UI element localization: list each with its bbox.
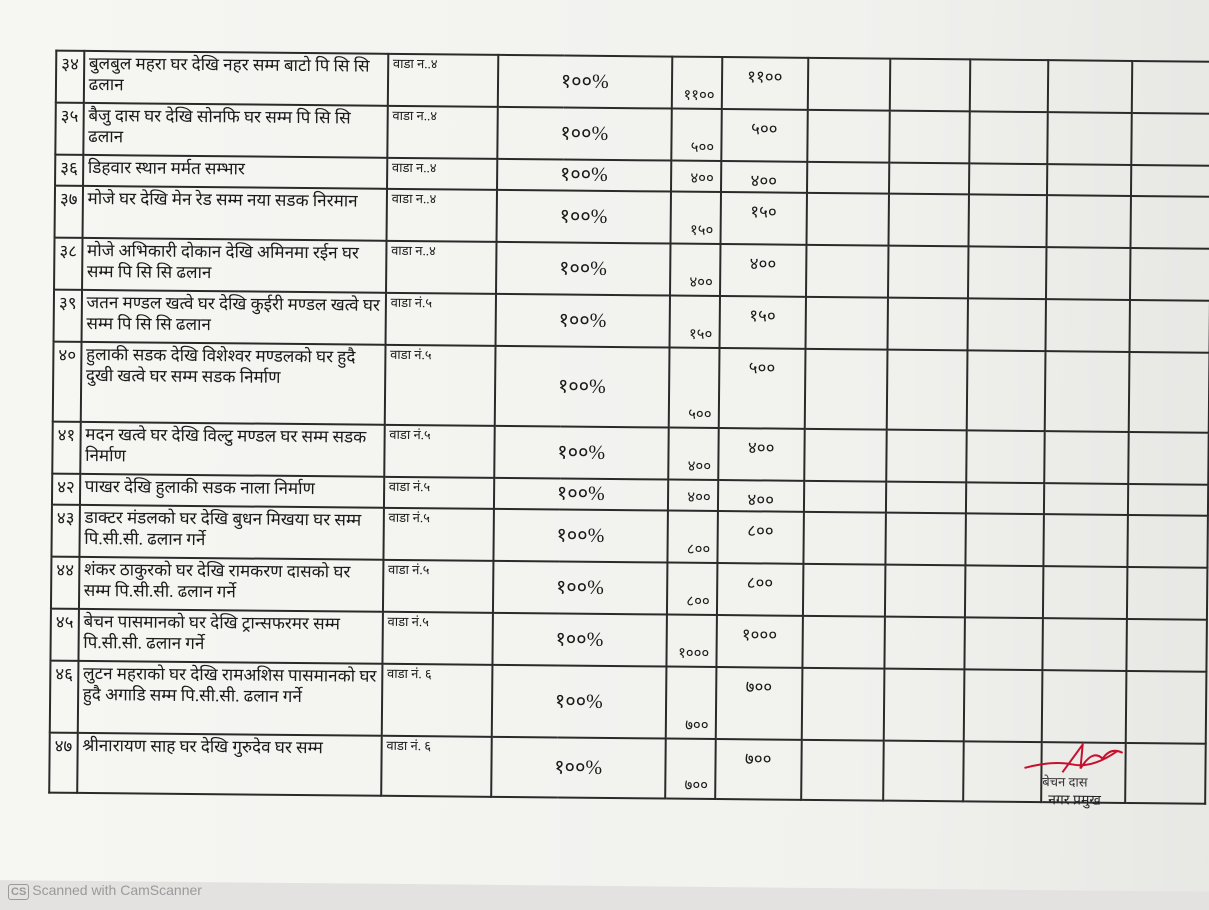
completion-percent: १००% <box>491 665 666 739</box>
serial-number: ३८ <box>54 238 82 290</box>
serial-number: ३९ <box>54 290 82 342</box>
allocated-amount: १५० <box>670 192 720 244</box>
project-description: शंकर ठाकुरको घर देखि रामकरण दासको घर सम्म पि.सी.सी. ढलान गर्ने <box>79 557 383 612</box>
blank-cell <box>969 163 1047 195</box>
ward-number: वाडा न..४ <box>386 241 496 294</box>
blank-cell <box>807 110 889 163</box>
blank-cell <box>1126 619 1206 672</box>
serial-number: ३५ <box>55 103 83 155</box>
blank-cell <box>805 297 887 350</box>
blank-cell <box>969 59 1047 112</box>
blank-cell <box>1044 351 1129 432</box>
signature-block <box>1022 738 1143 809</box>
blank-cell <box>884 617 964 670</box>
completion-percent: १००% <box>497 107 671 161</box>
scanner-watermark <box>8 882 202 900</box>
blank-cell <box>963 669 1042 742</box>
total-amount: ७०० <box>715 667 802 740</box>
blank-cell <box>883 669 964 742</box>
project-description: मोजे अभिकारी दोकान देखि अमिनमा रईन घर सम्म पि सि सि ढलान <box>82 238 386 293</box>
allocated-amount: ४०० <box>671 161 721 192</box>
serial-number: ३६ <box>55 155 83 186</box>
project-description: पाखर देखि हुलाकी सडक नाला निर्माण <box>80 474 384 508</box>
blank-cell <box>1044 483 1128 515</box>
completion-percent: १००% <box>493 561 667 615</box>
table-row <box>50 661 1206 744</box>
project-description: हुलाकी सडक देखि विशेश्वर मण्डलको घर हुदै दुखी खत्वे घर सम्म सडक निर्माण <box>80 342 385 425</box>
blank-cell <box>889 111 969 164</box>
blank-cell <box>806 193 888 246</box>
completion-percent: १००% <box>492 613 666 667</box>
blank-cell <box>801 740 884 801</box>
blank-cell <box>889 163 969 195</box>
total-amount: ८०० <box>717 563 803 616</box>
blank-cell <box>885 565 965 618</box>
blank-cell <box>1127 567 1207 620</box>
completion-percent: १००% <box>495 294 669 348</box>
serial-number: ४६ <box>50 661 78 733</box>
completion-percent: १००% <box>494 346 669 428</box>
blank-cell <box>804 429 886 482</box>
ward-number: वाडा न..४ <box>387 54 497 107</box>
project-description: बैजु दास घर देखि सोनफि घर सम्म पि सि सि ढलान <box>83 103 387 158</box>
blank-cell <box>1131 113 1209 166</box>
blank-cell <box>1128 432 1208 485</box>
ward-number: वाडा नं.५ <box>384 477 494 509</box>
allocated-amount: १५० <box>669 296 719 348</box>
total-amount: ४०० <box>718 480 804 512</box>
project-description: लुटन महराको घर देखि रामअशिस पासमानको घर हुदै अगाडि सम्म पि.सी.सी. ढलान गर्ने <box>77 661 382 736</box>
watermark-text: Scanned with CamScanner <box>32 882 202 898</box>
signatory-name: बेचन दास <box>1042 774 1088 790</box>
blank-cell <box>1046 195 1130 248</box>
total-amount: ११०० <box>721 57 807 110</box>
blank-cell <box>804 349 887 430</box>
serial-number: ४२ <box>52 474 80 505</box>
total-amount: ७०० <box>715 739 802 800</box>
project-description: बुलबुल महरा घर देखि नहर सम्म बाटो पि सि सि ढलान <box>84 51 388 106</box>
blank-cell <box>888 246 968 299</box>
blank-cell <box>1130 196 1209 249</box>
blank-cell <box>885 513 965 566</box>
completion-percent: १००% <box>496 242 670 296</box>
completion-percent: १००% <box>497 55 671 109</box>
serial-number: ४० <box>53 342 81 422</box>
blank-cell <box>1127 515 1207 568</box>
allocated-amount: ५०० <box>671 109 721 161</box>
serial-number: ३४ <box>56 51 84 103</box>
blank-cell <box>967 298 1045 351</box>
serial-number: ४४ <box>51 557 79 609</box>
ward-number: वाडा नं.५ <box>383 508 493 561</box>
serial-number: ३७ <box>55 186 83 238</box>
blank-cell <box>1044 431 1128 484</box>
total-amount: ४०० <box>720 244 806 297</box>
blank-cell <box>966 350 1045 431</box>
allocated-amount: ४०० <box>670 244 720 296</box>
blank-cell <box>807 58 889 111</box>
serial-number: ४५ <box>50 609 78 661</box>
blank-cell <box>804 481 886 513</box>
blank-cell <box>1047 112 1131 165</box>
blank-cell <box>888 194 968 247</box>
blank-cell <box>886 482 966 514</box>
ward-number: वाडा नं. ६ <box>381 736 492 797</box>
total-amount: १५० <box>719 296 805 349</box>
table-row <box>53 342 1209 433</box>
project-description: बेचन पासमानको घर देखि ट्रान्सफरमर सम्म पि.सी.सी. ढलान गर्ने <box>78 609 382 664</box>
blank-cell <box>1128 352 1209 433</box>
blank-cell <box>1131 165 1209 197</box>
blank-cell <box>1046 247 1130 300</box>
blank-cell <box>966 430 1044 483</box>
total-amount: १५० <box>720 192 806 245</box>
blank-cell <box>1045 299 1129 352</box>
serial-number: ४७ <box>49 733 77 793</box>
project-description: श्रीनारायण साह घर देखि गुरुदेव घर सम्म <box>77 733 382 796</box>
completion-percent: १००% <box>491 737 666 799</box>
allocated-amount: ७०० <box>665 667 716 739</box>
project-description: डाक्टर मंडलको घर देखि बुधन मिखया घर सम्म पि.सी.सी. ढलान गर्ने <box>79 505 383 560</box>
completion-percent: १००% <box>497 159 671 192</box>
blank-cell <box>803 564 885 617</box>
blank-cell <box>886 430 966 483</box>
project-description: डिहवार स्थान मर्मत सम्भार <box>83 155 387 189</box>
completion-percent: १००% <box>494 478 668 511</box>
blank-cell <box>1047 60 1131 113</box>
allocated-amount: ४०० <box>668 428 718 480</box>
ward-number: वाडा न..४ <box>386 189 496 242</box>
allocated-amount: १००० <box>666 615 716 667</box>
blank-cell <box>886 350 967 431</box>
total-amount: ५०० <box>721 109 807 162</box>
blank-cell <box>1047 164 1131 196</box>
project-description: मदन खत्वे घर देखि विल्टु मण्डल घर सम्म सडक निर्माण <box>80 422 384 477</box>
signatory-title: नगर प्रमुख <box>1048 793 1101 809</box>
serial-number: ४३ <box>51 505 79 557</box>
serial-number: ४१ <box>52 422 80 474</box>
blank-cell <box>803 512 885 565</box>
ward-number: वाडा नं.५ <box>383 560 493 613</box>
completion-percent: १००% <box>493 509 667 563</box>
allocated-amount: ११०० <box>671 57 721 109</box>
project-description: मोजे घर देखि मेन रेड सम्म नया सडक निरमान <box>82 186 386 241</box>
blank-cell <box>1043 566 1127 619</box>
total-amount: १००० <box>716 615 802 668</box>
blank-cell <box>889 59 969 112</box>
project-table <box>48 50 1209 805</box>
ward-number: वाडा नं.५ <box>382 612 492 665</box>
completion-percent: १००% <box>496 190 670 244</box>
allocated-amount: ७०० <box>665 739 716 799</box>
total-amount: ४०० <box>721 161 807 193</box>
blank-cell <box>1042 618 1126 671</box>
ward-number: वाडा नं.५ <box>385 293 495 346</box>
ward-number: वाडा न..४ <box>387 158 497 190</box>
allocated-amount: ८०० <box>667 563 717 615</box>
ward-number: वाडा नं.५ <box>384 345 495 426</box>
project-description: जतन मण्डल खत्वे घर देखि कुईरी मण्डल खत्वे घर सम्म पि सि सि ढलान <box>81 290 385 345</box>
completion-percent: १००% <box>494 426 668 480</box>
blank-cell <box>965 565 1043 618</box>
camscanner-logo: CS <box>8 884 29 900</box>
blank-cell <box>1131 61 1209 114</box>
blank-cell <box>968 194 1046 247</box>
blank-cell <box>1128 484 1208 516</box>
allocated-amount: ४०० <box>668 480 718 511</box>
blank-cell <box>887 298 967 351</box>
blank-cell <box>966 482 1044 514</box>
blank-cell <box>1129 300 1209 353</box>
ward-number: वाडा नं. ६ <box>381 664 492 737</box>
blank-cell <box>968 246 1046 299</box>
blank-cell <box>1130 248 1209 301</box>
blank-cell <box>1041 670 1126 743</box>
blank-cell <box>965 513 1043 566</box>
allocated-amount: ५०० <box>668 348 719 428</box>
blank-cell <box>969 111 1047 164</box>
blank-cell <box>1043 514 1127 567</box>
allocated-amount: ८०० <box>667 511 717 563</box>
blank-cell <box>801 668 884 741</box>
total-amount: ५०० <box>718 348 805 429</box>
total-amount: ८०० <box>717 511 803 564</box>
blank-cell <box>806 245 888 298</box>
blank-cell <box>802 616 884 669</box>
blank-cell <box>883 741 964 802</box>
ward-number: वाडा न..४ <box>387 106 497 159</box>
blank-cell <box>807 162 889 194</box>
ward-number: वाडा नं.५ <box>384 425 494 478</box>
blank-cell <box>964 617 1042 670</box>
total-amount: ४०० <box>718 428 804 481</box>
blank-cell <box>1125 671 1206 744</box>
